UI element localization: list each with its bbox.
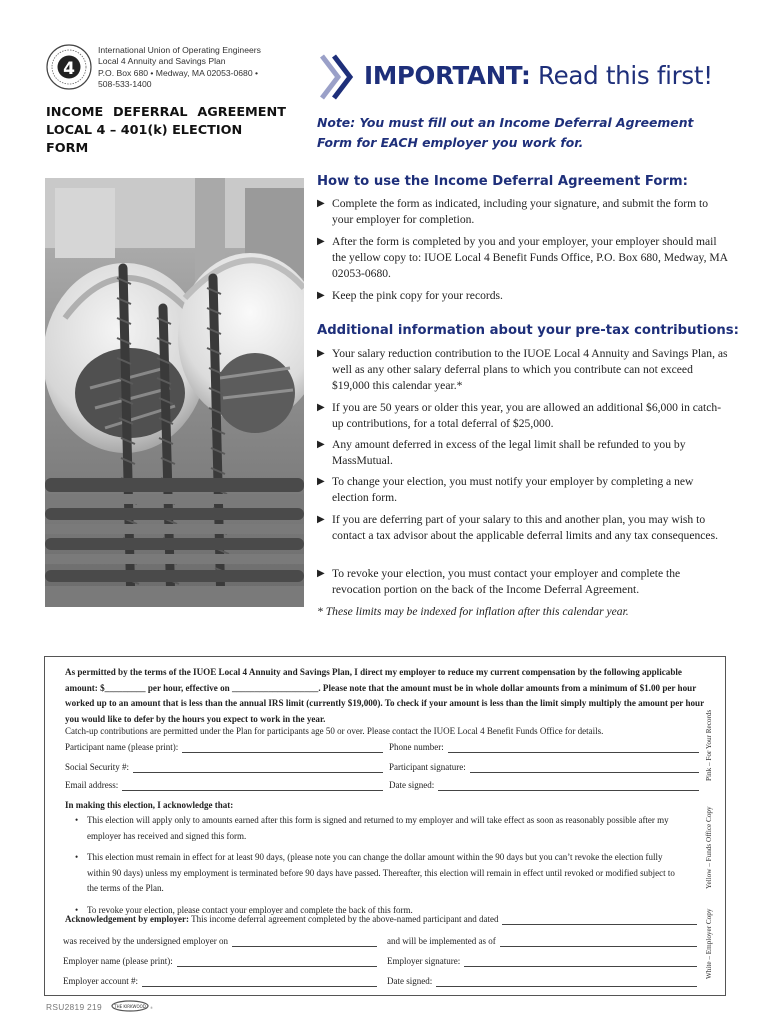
triangle-bullet-icon: ▶	[317, 198, 325, 209]
triangle-bullet-icon: ▶	[317, 568, 325, 579]
phone-field[interactable]: Phone number:	[389, 741, 699, 753]
info-item: ▶ To change your election, you must notify your employer by completing a new election form.	[317, 475, 694, 504]
title-word-2: DEFERRAL	[112, 105, 188, 120]
list-item: • To revoke your election, please contact your employer and complete the back of this form.	[65, 903, 685, 919]
info-item: ▶ Any amount deferred in excess of the legal limit shall be refunded to you by MassMutual.	[317, 438, 686, 467]
received-on-field[interactable]: was received by the undersigned employer on	[63, 935, 377, 947]
seal-numeral: 4	[63, 59, 75, 79]
triangle-bullet-icon: ▶	[317, 290, 325, 301]
bullet-icon: •	[75, 904, 79, 915]
info-item: ▶ If you are 50 years or older this year, you are allowed an additional $6,000 in catch-up contributions, for a total deferral of $25,000.	[317, 401, 722, 430]
employer-ack-dated-field[interactable]: Acknowledgement by employer: This income deferral agreement completed by the above-named participant and dated	[65, 913, 697, 925]
org-address: P.O. Box 680 • Medway, MA 02053-0680 •	[98, 67, 259, 78]
election-form	[44, 656, 726, 996]
how-to-heading: How to use the Income Deferral Agreement Form:	[317, 174, 688, 189]
title-line-2: LOCAL 4 – 401(k) ELECTION FORM	[46, 123, 243, 156]
hardhat-workers-photo	[45, 178, 304, 607]
info-item: ▶ To revoke your election, you must contact your employer and complete the revocation portion on the back of the Income Deferral Agreement.	[317, 567, 681, 596]
bullet-icon: •	[75, 815, 79, 825]
printer-logo	[110, 1000, 156, 1012]
important-rest: Read this first!	[530, 61, 713, 90]
participant-date-field[interactable]: Date signed:	[389, 779, 699, 791]
how-to-item: ▶ Complete the form as indicated, including your signature, and submit the form to your employer for completion.	[317, 197, 709, 226]
triangle-bullet-icon: ▶	[317, 402, 325, 413]
employer-account-field[interactable]: Employer account #:	[63, 975, 377, 987]
acknowledge-heading: In making this election, I acknowledge that:	[65, 800, 234, 810]
participant-name-field[interactable]: Participant name (please print):	[65, 741, 383, 753]
employer-signature-field[interactable]: Employer signature:	[387, 955, 697, 967]
election-paragraph: As permitted by the terms of the IUOE Local 4 Annuity and Savings Plan, I direct my employer to reduce my current compensation by the following applicable amount: $_________ per hour, effective on ___________________. Please note that the amount must be in whole dollar amounts from a minimum of $1.00 per hour worked up to an amount that is less than the annual IRS limit (currently $19,000). To check if your amount is less than the limit simply multiply the amount per hour you would like to defer by the hours you expect to work in the year.	[65, 667, 704, 724]
triangle-bullet-icon: ▶	[317, 514, 325, 525]
how-to-item: ▶ Keep the pink copy for your records.	[317, 289, 503, 302]
svg-text:®: ®	[150, 1006, 153, 1010]
copy-distribution-labels	[705, 669, 721, 989]
title-word-3: AGREEMENT	[197, 105, 286, 120]
employer-note: Note: You must fill out an Income Deferral Agreement Form for EACH employer you work for.	[317, 115, 694, 150]
form-title	[46, 104, 286, 158]
participant-signature-field[interactable]: Participant signature:	[389, 761, 699, 773]
triangle-bullet-icon: ▶	[317, 236, 325, 247]
employer-name-field[interactable]: Employer name (please print):	[63, 955, 377, 967]
form-code: RSU2819 219	[46, 1002, 102, 1012]
org-phone: 508-533-1400	[98, 79, 152, 90]
list-item: • This election will apply only to amounts earned after this form is signed and returned to my employer and will take effect as soon as reasonably possible after my employer has received and signed this form.	[75, 815, 669, 841]
triangle-bullet-icon: ▶	[317, 439, 325, 450]
important-bold: IMPORTANT:	[364, 61, 531, 90]
org-address-block	[98, 45, 298, 91]
org-name: International Union of Operating Engineers	[98, 45, 261, 55]
bullet-icon: •	[75, 852, 79, 863]
list-item: • This election must remain in effect for at least 90 days, (please note you can change the dollar amount within the 90 days but you can’t revoke the election fully within 90 days) unless my employment is terminated before 90 days have passed. Thereafter, this election will remain in effect until revoked or modified subject to the terms of the Plan.	[75, 852, 675, 894]
info-item: ▶ If you are deferring part of your salary to this and another plan, you may wish to contact a tax advisor about the applicable deferral limits and any tax consequences.	[317, 513, 718, 542]
yellow-copy-label: Yellow – Funds Office Copy	[705, 806, 713, 889]
union-seal-logo	[46, 44, 92, 90]
acknowledgement-list	[65, 813, 685, 925]
triangle-bullet-icon: ▶	[317, 348, 325, 359]
ssn-field[interactable]: Social Security #:	[65, 761, 383, 773]
svg-text:THE KIRKWOOD: THE KIRKWOOD	[114, 1004, 146, 1009]
title-word-1: INCOME	[46, 105, 104, 120]
chevrons-icon	[316, 52, 358, 102]
plan-name: Local 4 Annuity and Savings Plan	[98, 56, 226, 67]
pink-copy-label: Pink – For Your Records	[705, 709, 713, 781]
inflation-footnote: * These limits may be indexed for inflation after this calendar year.	[317, 605, 629, 618]
info-item: ▶ Your salary reduction contribution to the IUOE Local 4 Annuity and Savings Plan, as well as any other salary deferral plans to which you contribute can not exceed $19,000 this calendar year.*	[317, 347, 728, 392]
white-copy-label: White – Employer Copy	[705, 908, 713, 979]
employer-date-field[interactable]: Date signed:	[387, 975, 697, 987]
implemented-as-of-field[interactable]: and will be implemented as of	[387, 935, 697, 947]
additional-info-heading: Additional information about your pre-tax contributions:	[317, 323, 739, 338]
triangle-bullet-icon: ▶	[317, 476, 325, 487]
email-field[interactable]: Email address:	[65, 779, 383, 791]
catchup-note: Catch-up contributions are permitted under the Plan for participants age 50 or over. Please contact the IUOE Local 4 Benefit Funds Office for details.	[65, 726, 604, 736]
important-heading	[364, 56, 713, 96]
how-to-item: ▶ After the form is completed by you and your employer, your employer should mail the yellow copy to: IUOE Local 4 Benefit Funds Office, P.O. Box 680, Medway, MA 02053-0680.	[317, 235, 728, 280]
